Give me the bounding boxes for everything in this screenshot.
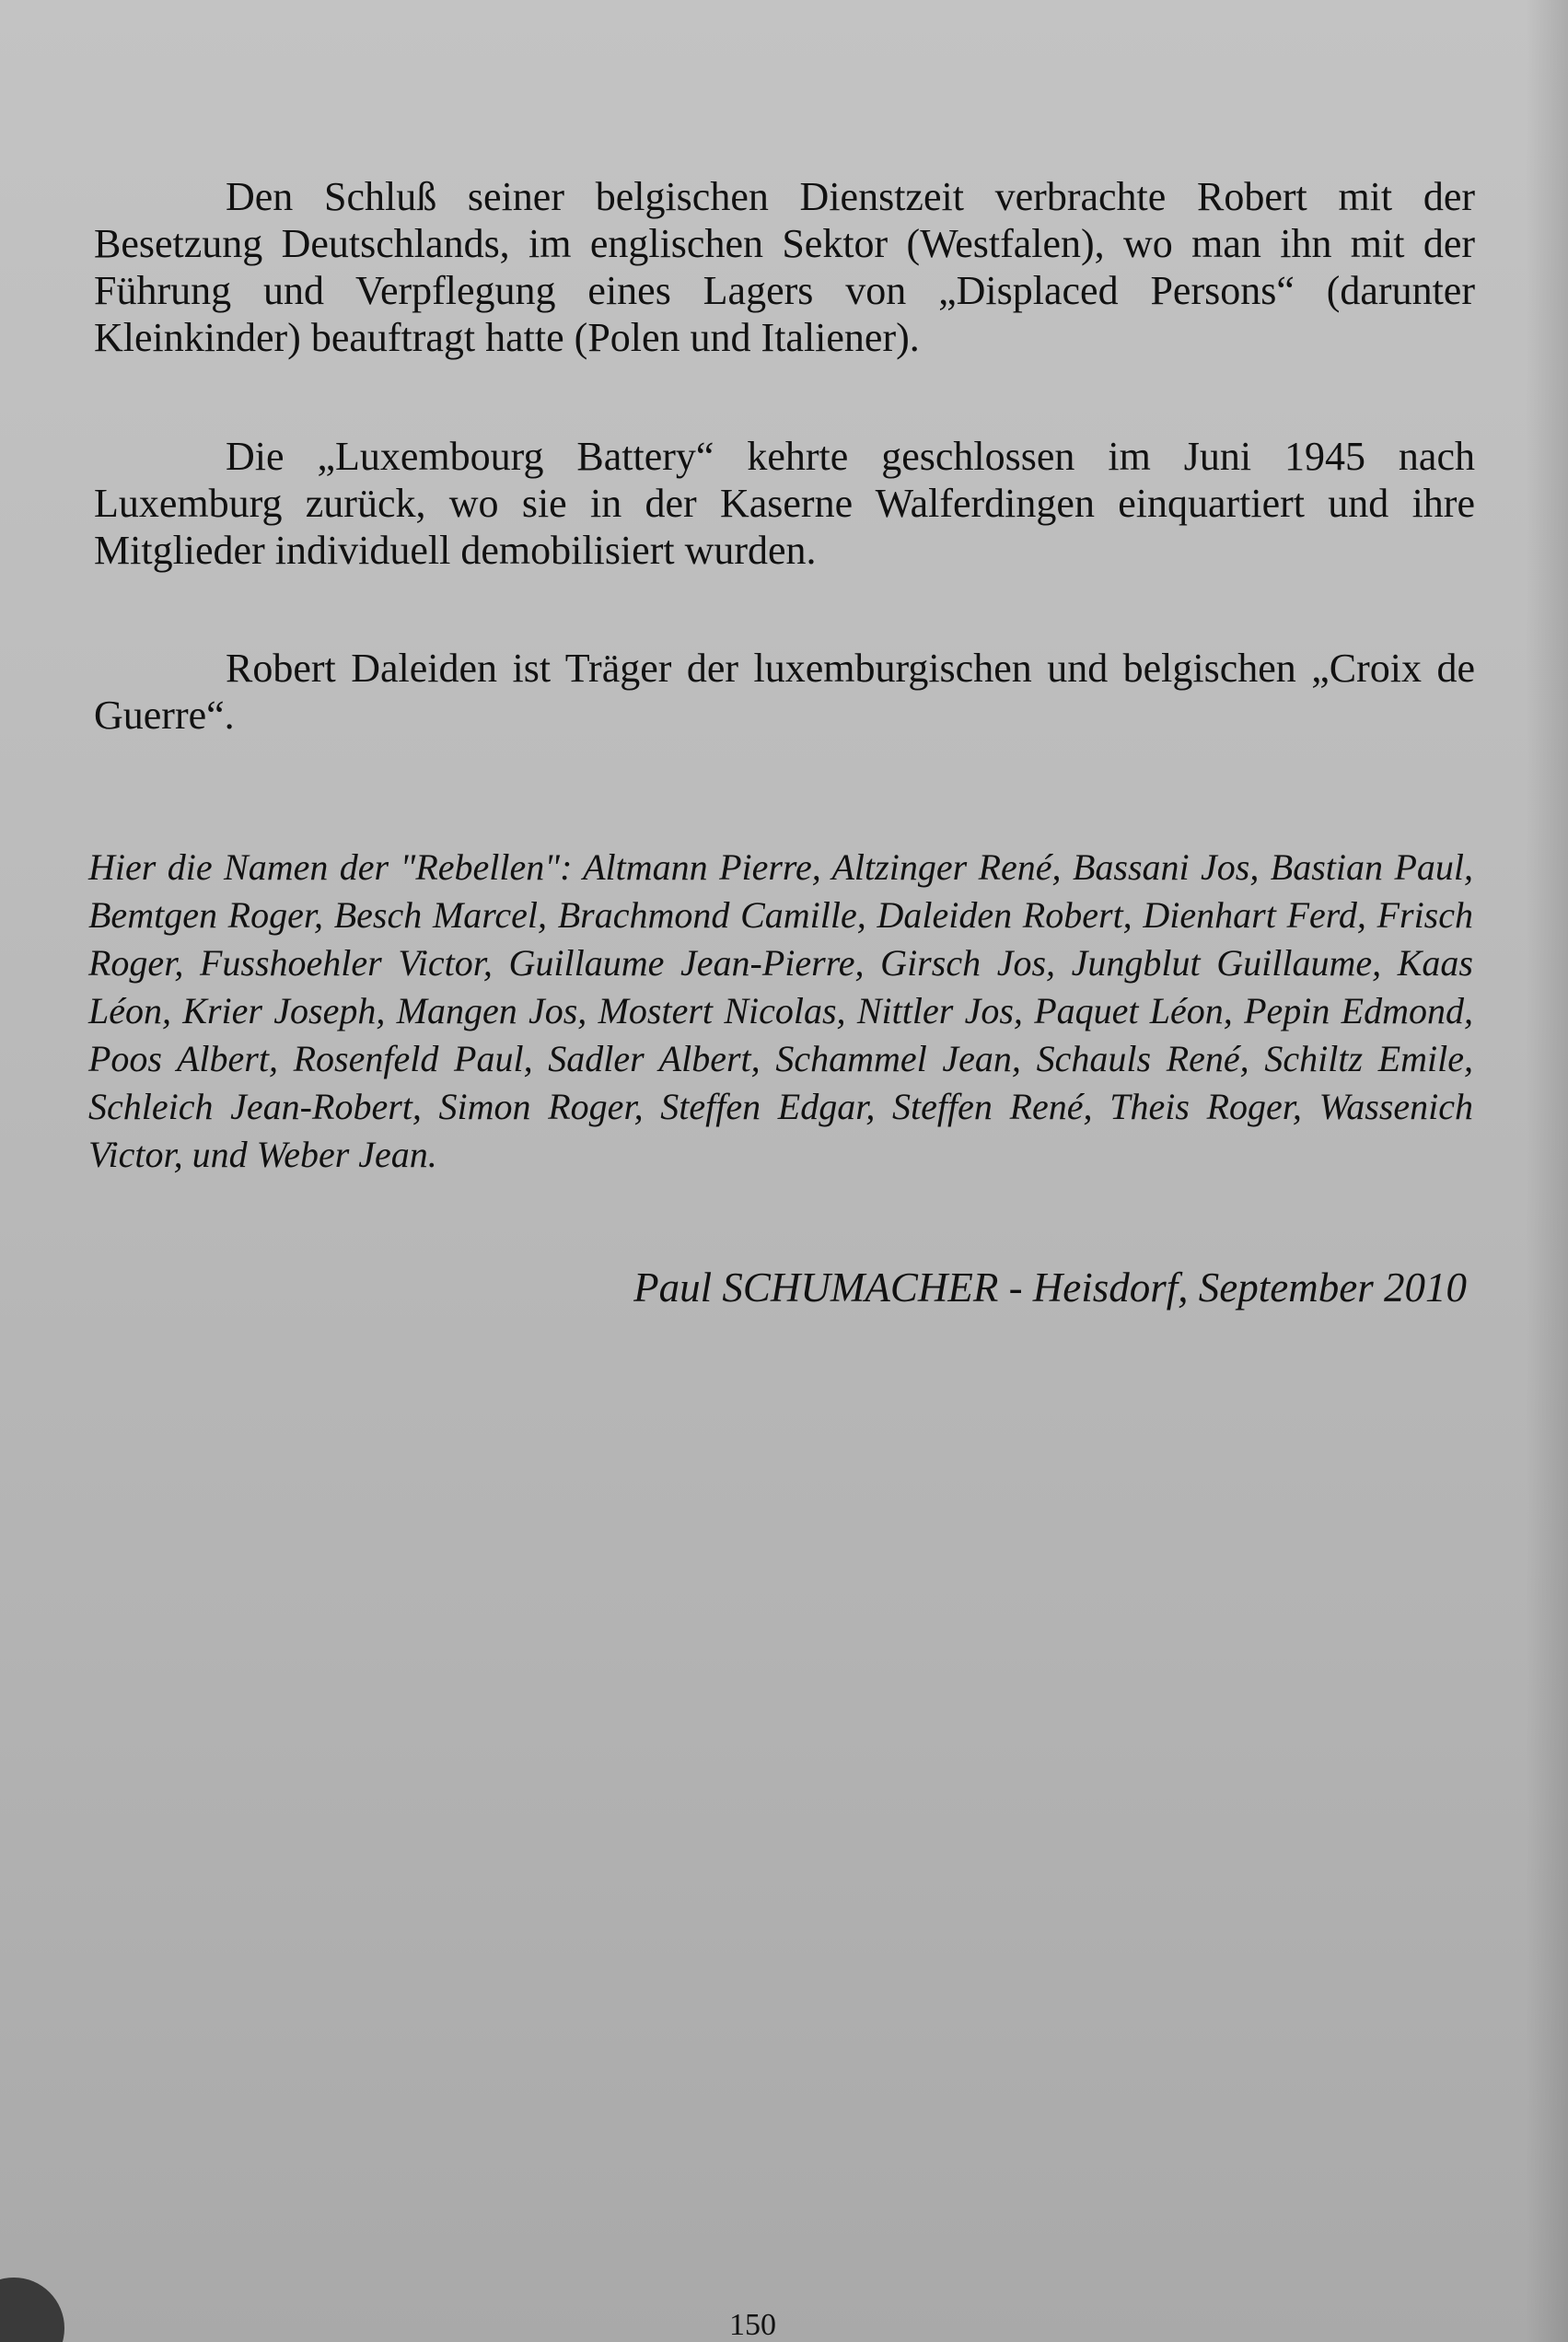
- author-signature: Paul SCHUMACHER - Heisdorf, September 2010: [633, 1264, 1467, 1311]
- paragraph-dienstzeit: Den Schluß seiner belgischen Dienstzeit verbrachte Robert mit der Besetzung Deutschlands, im englischen Sektor (Westfalen), wo man ihn mit der Führung und Verpflegung eines Lagers von „Displaced Persons“ (darunter Kleinkinder) beauftragt hatte (Polen und Italiener).: [94, 174, 1475, 360]
- rebels-names-list: Hier die Namen der "Rebellen": Altmann Pierre, Altzinger René, Bassani Jos, Bastian Paul, Bemtgen Roger, Besch Marcel, Brachmond Camille, Daleiden Robert, Dienhart Ferd, Frisch Roger, Fusshoehler Victor, Guillaume Jean-Pierre, Girsch Jos, Jungblut Guillaume, Kaas Léon, Krier Joseph, Mangen Jos, Mostert Nicolas, Nittler Jos, Paquet Léon, Pepin Edmond, Poos Albert, Rosenfeld Paul, Sadler Albert, Schammel Jean, Schauls René, Schiltz Emile, Schleich Jean-Robert, Simon Roger, Steffen Edgar, Steffen René, Theis Roger, Wassenich Victor, und Weber Jean.: [88, 846, 1473, 1175]
- page-corner-shadow: [0, 2278, 64, 2342]
- page-edge-shadow: [1526, 0, 1568, 2342]
- page-number: 150: [729, 2308, 776, 2342]
- paragraph-luxembourg-battery: Die „Luxembourg Battery“ kehrte geschlossen im Juni 1945 nach Luxemburg zurück, wo sie in der Kaserne Walferdingen einquartiert und ihre Mitglieder individuell demobilisiert wurden.: [94, 434, 1475, 573]
- paragraph-croix-de-guerre: Robert Daleiden ist Träger der luxemburgischen und belgischen „Croix de Guerre“.: [94, 646, 1475, 738]
